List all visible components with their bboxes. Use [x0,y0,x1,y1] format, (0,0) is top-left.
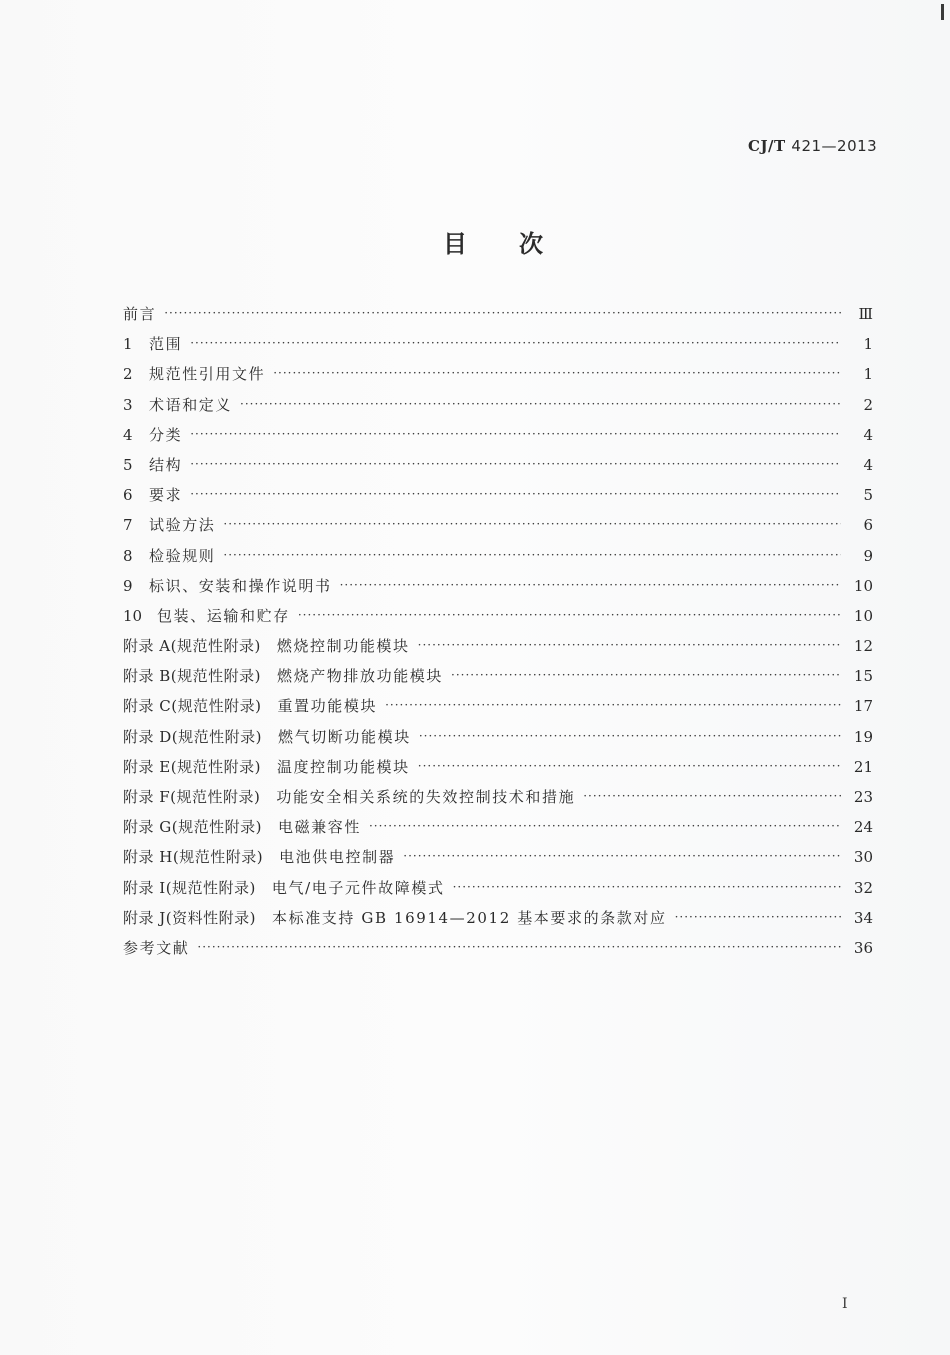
toc-entry-appendix: 附录 G(规范性附录) [123,818,262,837]
toc-entry-label: 试验方法 [149,516,216,535]
toc-entry-page: 30 [853,848,873,867]
table-of-contents [123,302,873,966]
toc-entry-label: 电磁兼容性 [277,818,361,837]
toc-dot-leader [419,724,841,748]
toc-entry-appendix: 附录 B(规范性附录) [123,667,261,686]
toc-entry[interactable] [123,664,873,694]
toc-entry-appendix: 附录 J(资料性附录) [123,908,256,927]
toc-entry-label: 功能安全相关系统的失效控制技术和措施 [276,788,576,806]
toc-entry[interactable] [123,513,873,543]
toc-entry-appendix: 附录 H(规范性附录) [123,848,264,867]
toc-entry[interactable] [123,483,873,513]
toc-entry-appendix: 附录 E(规范性附录) [123,757,261,776]
toc-entry[interactable] [123,604,873,634]
toc-entry-label: 电池供电控制器 [279,848,396,867]
page-title: 目次 [443,230,595,258]
toc-entry-appendix: 附录 A(规范性附录) [123,637,261,656]
toc-entry[interactable] [123,845,873,875]
toc-entry-number: 2 [123,365,133,384]
toc-dot-leader [164,301,841,325]
footer-page-number: I [842,1296,848,1312]
toc-entry[interactable] [123,544,873,574]
toc-entry-page: 10 [853,606,873,625]
toc-entry-label: 参考文献 [123,938,190,957]
toc-entry-page: 1 [863,365,873,384]
toc-entry-appendix: 附录 D(规范性附录) [123,727,262,746]
toc-entry-page: 34 [853,908,873,927]
toc-entry-label: 温度控制功能模块 [276,757,410,776]
toc-entry-page: 10 [853,576,873,595]
toc-entry-label: 前言 [123,305,157,323]
toc-entry-number: 7 [123,516,133,535]
toc-entry[interactable] [123,362,873,392]
toc-dot-leader [385,693,841,717]
toc-dot-leader [197,935,841,959]
toc-dot-leader [190,452,841,476]
toc-entry-number: 4 [123,425,133,444]
toc-dot-leader [583,784,841,808]
toc-entry-page: 21 [853,757,873,776]
toc-entry[interactable] [123,302,873,332]
toc-entry-number: 9 [123,576,133,595]
toc-dot-leader [190,422,841,446]
toc-entry-page: 9 [863,546,873,565]
toc-entry-page: 23 [853,788,873,806]
toc-entry[interactable] [123,634,873,664]
toc-dot-leader [340,573,841,597]
toc-entry-label: 检验规则 [149,546,216,565]
toc-entry-label: 电气/电子元件故障模式 [271,878,445,897]
toc-entry-page: 17 [853,697,873,716]
toc-entry[interactable] [123,453,873,483]
toc-entry-label: 分类 [149,425,183,444]
standard-code-number: 421—2013 [791,137,878,155]
toc-entry-label: 重置功能模块 [277,697,378,716]
toc-entry[interactable] [123,785,873,815]
toc-entry[interactable] [123,694,873,724]
toc-entry-page: Ⅲ [858,305,873,323]
toc-entry[interactable] [123,876,873,906]
toc-entry-page: 36 [853,938,873,957]
toc-entry-label: 标识、安装和操作说明书 [149,576,332,595]
toc-dot-leader [675,905,841,929]
toc-entry-label: 燃烧控制功能模块 [276,637,410,656]
toc-entry-number: 8 [123,546,133,565]
toc-entry-page: 19 [853,727,873,746]
toc-entry-appendix: 附录 F(规范性附录) [123,788,261,806]
toc-entry-label: 规范性引用文件 [149,365,266,384]
toc-dot-leader [369,814,841,838]
toc-entry[interactable] [123,936,873,966]
toc-entry-page: 15 [853,667,873,686]
toc-entry[interactable] [123,423,873,453]
toc-entry[interactable] [123,906,873,936]
toc-entry-page: 2 [863,395,873,414]
toc-entry-page: 24 [853,818,873,837]
toc-entry-page: 12 [853,637,873,656]
toc-entry-label: 燃烧产物排放功能模块 [277,667,444,686]
toc-dot-leader [240,392,841,416]
toc-entry-appendix: 附录 I(规范性附录) [123,878,256,897]
standard-code [748,137,877,155]
toc-entry-label: 术语和定义 [149,395,233,414]
toc-entry-page: 1 [863,335,873,354]
toc-dot-leader [273,361,841,385]
toc-entry-page: 4 [863,425,873,444]
toc-dot-leader [190,331,841,355]
toc-entry[interactable] [123,574,873,604]
toc-dot-leader [403,844,841,868]
toc-entry-label: 要求 [149,486,183,505]
toc-entry-label: 本标准支持 GB 16914—2012 基本要求的条款对应 [272,908,667,927]
toc-dot-leader [223,512,841,536]
toc-dot-leader [451,663,841,687]
toc-entry[interactable] [123,332,873,362]
toc-entry[interactable] [123,815,873,845]
toc-entry-label: 包装、运输和贮存 [157,606,290,625]
standard-code-prefix: CJ/T [748,137,786,155]
toc-entry-page: 32 [853,878,873,897]
toc-entry-number: 10 [123,606,143,625]
toc-entry-number: 3 [123,395,133,414]
toc-entry-number: 5 [123,455,133,474]
toc-entry-page: 6 [863,516,873,535]
toc-entry-label: 燃气切断功能模块 [278,727,411,746]
scan-edge-mark [941,4,944,20]
toc-dot-leader [453,875,841,899]
toc-entry-number: 6 [123,486,133,505]
toc-entry[interactable] [123,755,873,785]
toc-entry-appendix: 附录 C(规范性附录) [123,697,262,716]
toc-dot-leader [418,633,841,657]
toc-entry-page: 5 [863,486,873,505]
toc-entry[interactable] [123,725,873,755]
toc-entry-page: 4 [863,455,873,474]
toc-entry-number: 1 [123,335,133,354]
toc-entry-label: 结构 [149,455,183,474]
toc-entry-label: 范围 [149,335,183,354]
toc-entry[interactable] [123,393,873,423]
toc-dot-leader [190,482,841,506]
toc-dot-leader [298,603,841,627]
toc-dot-leader [418,754,841,778]
toc-dot-leader [223,543,841,567]
